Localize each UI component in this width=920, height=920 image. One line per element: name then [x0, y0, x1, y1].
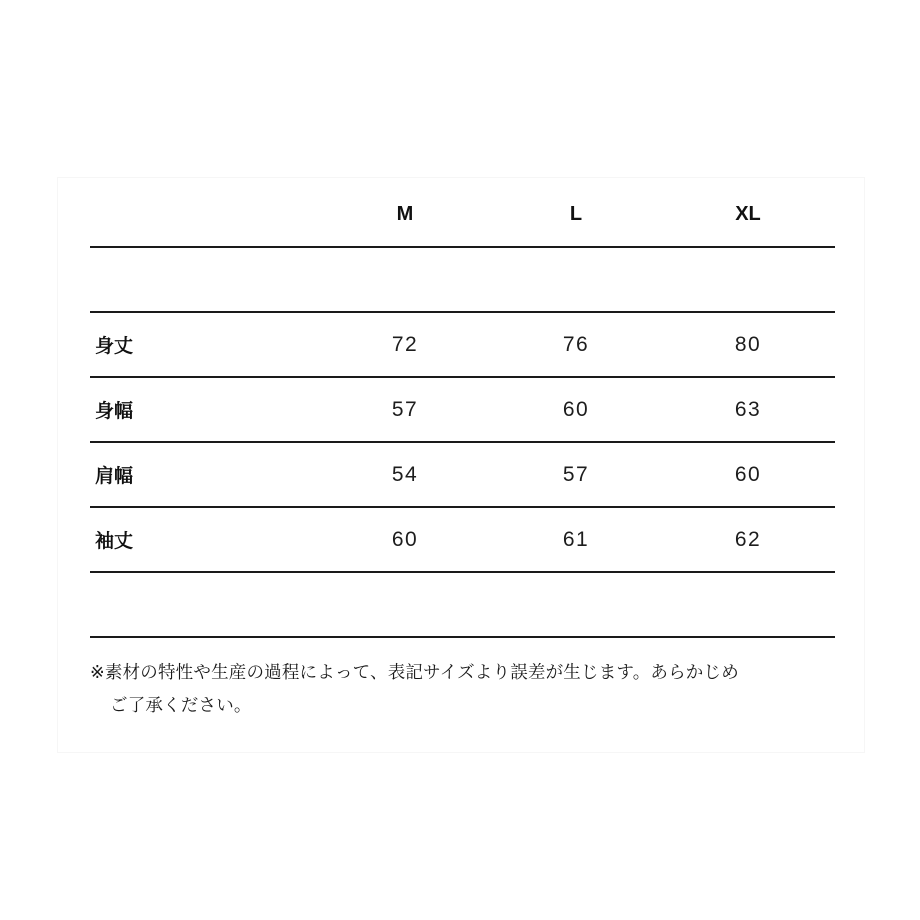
table-row: [90, 508, 835, 573]
row-label-body-length: 身丈: [95, 335, 134, 357]
table-header-row: [90, 182, 835, 248]
table-row: [90, 378, 835, 443]
column-header-xl: XL: [735, 202, 761, 225]
column-header-l: L: [569, 202, 583, 225]
table-cell: 61: [562, 527, 590, 551]
column-header-m: M: [396, 202, 414, 225]
table-spacer-row: [90, 248, 835, 313]
table-spacer-row: [90, 573, 835, 638]
note-line-1: ※素材の特性や生産の過程によって、表記サイズより誤差が生じます。あらかじめ: [90, 663, 739, 683]
table-cell: 57: [391, 397, 419, 421]
size-disclaimer-note: [90, 657, 840, 723]
table-row: [90, 443, 835, 508]
row-label-body-width: 身幅: [95, 400, 134, 422]
table-cell: 60: [734, 462, 762, 486]
table-cell: 60: [391, 527, 419, 551]
table-cell: 63: [734, 397, 762, 421]
row-label-sleeve-length: 袖丈: [95, 530, 134, 552]
table-cell: 80: [734, 332, 762, 356]
table-cell: 60: [562, 397, 590, 421]
row-label-shoulder-width: 肩幅: [95, 465, 134, 487]
note-line-2: ご了承ください。: [110, 696, 252, 716]
table-cell: 76: [562, 332, 590, 356]
table-cell: 57: [562, 462, 590, 486]
table-row: [90, 313, 835, 378]
table-cell: 62: [734, 527, 762, 551]
table-cell: 72: [391, 332, 419, 356]
table-cell: 54: [391, 462, 419, 486]
size-table: [90, 182, 835, 638]
